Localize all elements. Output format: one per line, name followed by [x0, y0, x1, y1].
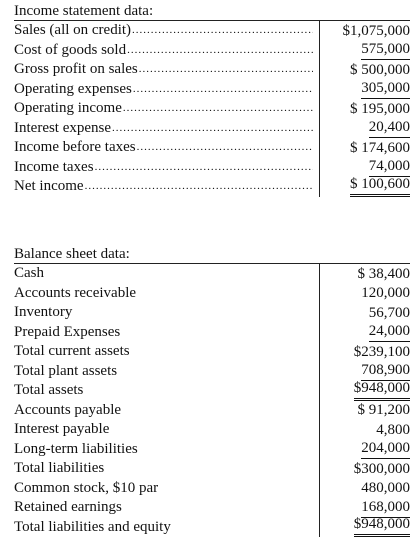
income-statement-header	[14, 0, 410, 21]
row-amount: $1,075,000	[342, 22, 410, 39]
balance-row	[14, 440, 410, 460]
income-row	[14, 41, 410, 61]
row-label-cell	[14, 440, 320, 460]
row-value-cell	[320, 60, 410, 80]
row-label-cell	[14, 420, 320, 440]
row-label-cell	[14, 342, 320, 362]
row-value-cell	[320, 41, 410, 61]
row-value-cell	[320, 479, 410, 499]
row-label-cell	[14, 518, 320, 538]
row-label-cell	[14, 158, 320, 178]
row-value-cell	[320, 362, 410, 382]
row-label: Common stock, $10 par	[14, 479, 159, 496]
row-amount: 204,000	[361, 440, 410, 459]
income-row	[14, 177, 410, 197]
balance-row	[14, 420, 410, 440]
row-label: Gross profit on sales	[14, 61, 138, 78]
row-value-cell	[320, 177, 410, 197]
income-row	[14, 80, 410, 100]
row-value-cell	[320, 323, 410, 343]
row-label: Income taxes	[14, 158, 94, 175]
row-label: Cash	[14, 265, 44, 282]
row-label-cell	[14, 21, 320, 41]
row-amount: 4,800	[376, 421, 410, 438]
row-label: Prepaid Expenses	[14, 323, 121, 340]
balance-sheet-header	[14, 243, 410, 264]
row-amount: 120,000	[361, 285, 410, 301]
row-label-cell	[14, 138, 320, 158]
row-label: Net income	[14, 178, 84, 195]
row-value-cell	[320, 440, 410, 460]
balance-row	[14, 401, 410, 421]
income-statement-title: Income statement data:	[14, 3, 154, 19]
balance-row	[14, 459, 410, 479]
row-label-cell	[14, 119, 320, 139]
balance-row	[14, 264, 410, 284]
row-value-cell	[320, 99, 410, 119]
balance-row	[14, 381, 410, 401]
row-label: Total assets	[14, 382, 84, 399]
row-label: Total plant assets	[14, 362, 118, 379]
row-amount: $ 195,000	[350, 100, 410, 117]
row-value-cell	[320, 303, 410, 323]
row-label-cell	[14, 362, 320, 382]
row-label-cell	[14, 99, 320, 119]
row-label: Operating expenses	[14, 80, 132, 97]
row-amount: 74,000	[369, 158, 410, 177]
row-amount: $300,000	[353, 460, 410, 477]
income-row	[14, 119, 410, 139]
row-amount: 20,400	[369, 119, 410, 138]
balance-sheet-rows	[14, 264, 410, 537]
row-label-cell	[14, 381, 320, 401]
row-label: Accounts payable	[14, 401, 122, 418]
income-row	[14, 158, 410, 178]
row-amount: 305,000	[361, 80, 410, 99]
row-label: Cost of goods sold	[14, 41, 127, 58]
row-label-cell	[14, 401, 320, 421]
income-row	[14, 60, 410, 80]
row-amount: 56,700	[368, 304, 410, 321]
income-statement-section	[14, 0, 410, 197]
row-label: Sales (all on credit)	[14, 22, 132, 39]
row-label-cell	[14, 41, 320, 61]
row-value-cell	[320, 21, 410, 41]
balance-row	[14, 479, 410, 499]
row-label-cell	[14, 303, 320, 323]
row-value-cell	[320, 264, 410, 284]
row-value-cell	[320, 342, 410, 362]
balance-row	[14, 323, 410, 343]
row-label-cell	[14, 60, 320, 80]
row-label-cell	[14, 264, 320, 284]
dot-leader	[112, 121, 313, 136]
row-label-cell	[14, 284, 320, 304]
row-amount: 480,000	[361, 480, 410, 496]
row-value-cell	[320, 284, 410, 304]
dot-leader	[95, 160, 313, 175]
row-value-cell	[320, 158, 410, 178]
balance-row	[14, 518, 410, 538]
balance-row	[14, 284, 410, 304]
row-amount: 24,000	[369, 323, 410, 342]
dot-leader	[123, 101, 313, 116]
row-label-cell	[14, 177, 320, 197]
row-label-cell	[14, 498, 320, 518]
dot-leader	[133, 82, 313, 97]
row-value-cell	[320, 459, 410, 479]
row-value-cell	[320, 420, 410, 440]
row-value-cell	[320, 119, 410, 139]
row-label-cell	[14, 80, 320, 100]
row-label: Interest payable	[14, 421, 110, 438]
row-amount: $239,100	[353, 343, 410, 360]
row-label: Inventory	[14, 304, 73, 321]
row-value-cell	[320, 498, 410, 518]
row-label: Accounts receivable	[14, 284, 137, 301]
balance-row	[14, 362, 410, 382]
row-label: Long-term liabilities	[14, 440, 138, 457]
row-label-cell	[14, 479, 320, 499]
balance-sheet-title: Balance sheet data:	[14, 246, 130, 262]
row-amount: $ 38,400	[357, 265, 410, 282]
row-amount: $ 174,600	[350, 139, 410, 156]
income-statement-rows	[14, 21, 410, 197]
row-label: Operating income	[14, 100, 122, 117]
dot-leader	[85, 179, 313, 194]
dot-leader	[137, 140, 313, 155]
row-value-cell	[320, 381, 410, 401]
row-label-cell	[14, 459, 320, 479]
row-label: Total liabilities and equity	[14, 518, 171, 535]
balance-row	[14, 303, 410, 323]
row-amount: 168,000	[361, 499, 410, 518]
dot-leader	[139, 62, 313, 77]
income-row	[14, 138, 410, 158]
row-label: Retained earnings	[14, 499, 122, 516]
row-label-cell	[14, 323, 320, 343]
dot-leader	[132, 23, 313, 38]
row-amount: $948,000	[354, 380, 410, 401]
dot-leader	[127, 43, 313, 58]
row-value-cell	[320, 518, 410, 538]
balance-row	[14, 342, 410, 362]
balance-sheet-section	[14, 243, 410, 537]
row-label: Total current assets	[14, 343, 130, 360]
row-value-cell	[320, 401, 410, 421]
row-amount: $948,000	[354, 516, 410, 537]
row-amount: $ 91,200	[357, 402, 410, 418]
income-row	[14, 99, 410, 119]
row-amount: $ 100,600	[350, 176, 410, 197]
row-value-cell	[320, 80, 410, 100]
income-row	[14, 21, 410, 41]
row-label: Total liabilities	[14, 460, 105, 477]
row-amount: 708,900	[361, 362, 410, 381]
row-amount: 575,000	[361, 41, 410, 60]
row-label: Income before taxes	[14, 139, 136, 156]
row-value-cell	[320, 138, 410, 158]
row-amount: $ 500,000	[350, 61, 410, 78]
balance-row	[14, 498, 410, 518]
row-label: Interest expense	[14, 119, 112, 136]
